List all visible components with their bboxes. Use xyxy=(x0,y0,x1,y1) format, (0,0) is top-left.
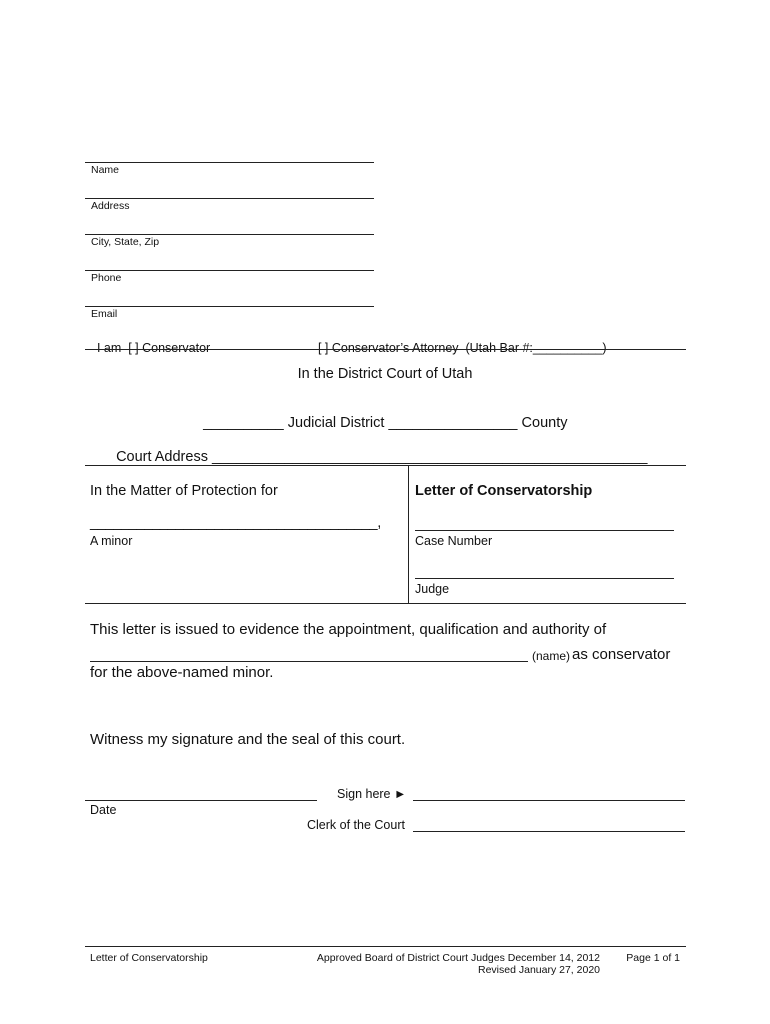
court-address-blank[interactable]: ______________________________________________________ xyxy=(211,449,648,465)
name-label: Name xyxy=(91,164,120,176)
matter-label: In the Matter of Protection for xyxy=(90,483,278,499)
county-label: County xyxy=(521,415,568,431)
email-label: Email xyxy=(91,308,118,320)
document-title: Letter of Conservatorship xyxy=(415,483,593,499)
role-divider xyxy=(85,349,686,350)
date-label: Date xyxy=(90,803,117,817)
footer-doc-name: Letter of Conservatorship xyxy=(90,952,208,964)
caption-top-line xyxy=(85,465,686,466)
attorney-label: Conservator’s Attorney (Utah Bar #:__________) xyxy=(331,341,607,355)
city-label: City, State, Zip xyxy=(91,236,160,248)
signature-line[interactable] xyxy=(413,800,685,801)
body-line-3: for the above-named minor. xyxy=(90,664,274,681)
date-line[interactable] xyxy=(85,800,317,801)
as-conservator-label: as conservator xyxy=(572,646,671,663)
minor-label: A minor xyxy=(90,534,133,548)
sign-here-label: Sign here ► xyxy=(337,787,407,801)
attorney-row xyxy=(311,327,607,355)
district-blank[interactable]: __________ xyxy=(203,415,284,431)
address-label: Address xyxy=(91,200,130,212)
footer-page-number: Page 1 of 1 xyxy=(626,952,680,964)
minor-name-blank[interactable]: _____________________________________, xyxy=(90,515,382,531)
judge-label: Judge xyxy=(415,582,450,596)
name-hint: (name) xyxy=(532,649,571,663)
footer-revised: Revised January 27, 2020 xyxy=(478,964,600,976)
email-line[interactable] xyxy=(85,306,374,307)
attorney-checkbox[interactable]: [ ] xyxy=(317,341,329,355)
conservator-label: Conservator xyxy=(142,341,211,355)
body-line-1: This letter is issued to evidence the appointment, qualification and authority of xyxy=(90,621,607,638)
district-row xyxy=(195,399,567,431)
witness-text: Witness my signature and the seal of this court. xyxy=(90,731,406,748)
caption-divider xyxy=(408,465,409,603)
court-address-label: Court Address xyxy=(116,449,208,465)
court-address-row xyxy=(108,433,647,465)
phone-label: Phone xyxy=(91,272,122,284)
conservator-name-line[interactable] xyxy=(90,661,528,662)
court-title: In the District Court of Utah xyxy=(297,366,473,382)
clerk-line[interactable] xyxy=(413,831,685,832)
phone-line[interactable] xyxy=(85,270,374,271)
address-line[interactable] xyxy=(85,198,374,199)
case-number-line[interactable] xyxy=(415,530,674,531)
judge-line[interactable] xyxy=(415,578,674,579)
caption-bottom-line xyxy=(85,603,686,604)
case-number-label: Case Number xyxy=(415,534,493,548)
clerk-label: Clerk of the Court xyxy=(307,818,405,832)
footer-approved: Approved Board of District Court Judges December 14, 2012 xyxy=(316,952,600,964)
judicial-district-label: Judicial District xyxy=(287,415,385,431)
county-blank[interactable]: ________________ xyxy=(388,415,518,431)
city-line[interactable] xyxy=(85,234,374,235)
name-line[interactable] xyxy=(85,162,374,163)
role-row xyxy=(90,327,210,355)
footer-divider xyxy=(85,946,686,947)
i-am-label: I am xyxy=(96,341,122,355)
conservator-checkbox[interactable]: [ ] xyxy=(128,341,139,355)
